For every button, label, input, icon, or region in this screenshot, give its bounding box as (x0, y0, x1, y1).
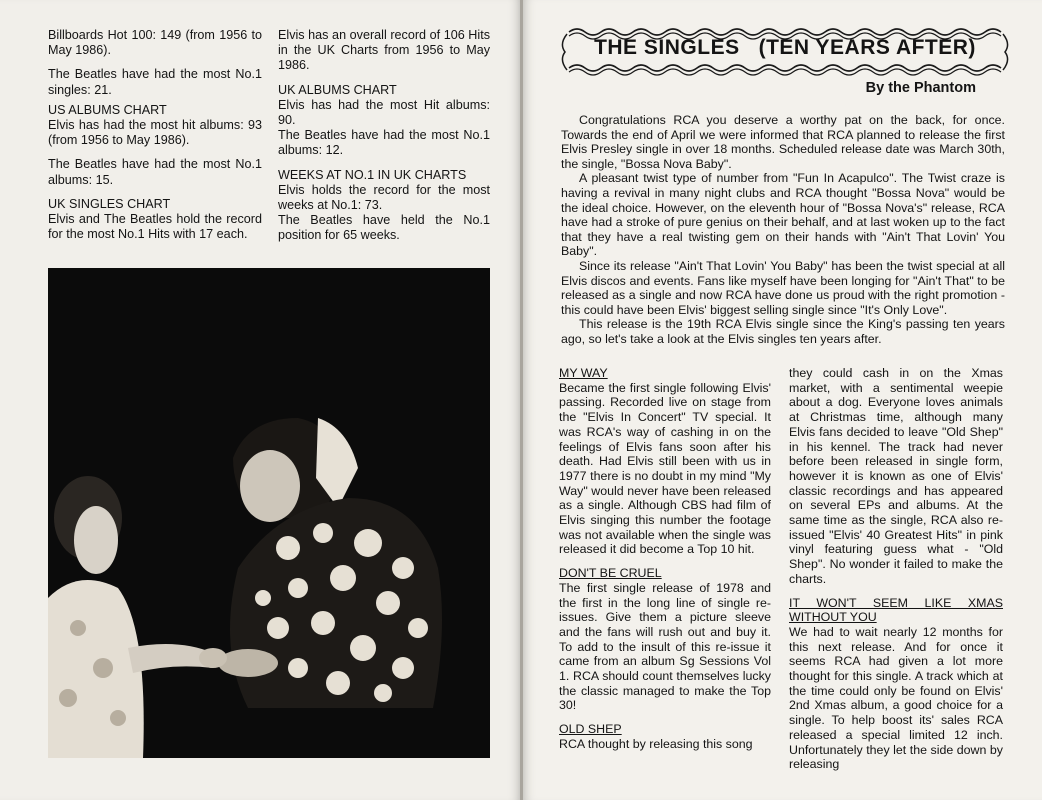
stat-text: The Beatles have had the most No.1 albums: 12. (278, 128, 490, 158)
section-text: Became the first single following Elvis' passing. Recorded live on stage from the "Elvis In Concert" TV special. It was RCA's way of cashing in on the feelings of Elvis fans soon after his death. Had Elvis still been with us in 1977 there is no doubt in my mind "My Way" would never have been released as a single. Although CBS had film of Elvis singing this number the footage was not available when the single was released it did become a Top 10 hit. (559, 380, 771, 557)
intro-paragraph: Congratulations RCA you deserve a worthy pat on the back, for once. Towards the end of April we were informed that RCA planned to release the first Elvis Presley single in over 18 months. Scheduled release date was March 30th, the single, "Bossa Nova Baby". (561, 113, 1005, 171)
intro-text (561, 113, 1005, 347)
byline: By the Phantom (865, 80, 976, 96)
stat-text: Elvis has an overall record of 106 Hits in the UK Charts from 1956 to May 1986. (278, 28, 490, 73)
section-heading: US ALBUMS CHART (48, 102, 167, 117)
stat-text: Elvis and The Beatles hold the record for the most No.1 Hits with 17 each. (48, 212, 262, 242)
elvis-photo (48, 268, 490, 758)
intro-paragraph: This release is the 19th RCA Elvis single since the King's passing ten years ago, so let's take a look at the Elvis singles ten years after. (561, 317, 1005, 346)
stat-text: Billboards Hot 100: 149 (from 1956 to May 1986). (48, 28, 262, 58)
left-column-2 (278, 28, 490, 244)
photo-illustration (48, 268, 490, 758)
stat-text: The Beatles have had the most No.1 singles: 21. (48, 67, 262, 97)
section-heading-dont-be-cruel: DON'T BE CRUEL (559, 566, 662, 581)
section-text: We had to wait nearly 12 months for this next release. And for once it seems RCA had given a lot more thought for this single. A track which at the time could only be found on Elvis' 2nd Xmas album, a good choice for a single. To help boost its' sales RCA released a special limited 12 inch. Unfortunately they let the side down by releasing (789, 624, 1003, 772)
article-title: THE SINGLES (TEN YEARS AFTER) (594, 36, 976, 59)
section-text: RCA thought by releasing this song (559, 736, 753, 751)
section-heading-old-shep: OLD SHEP (559, 722, 622, 737)
section-heading: UK ALBUMS CHART (278, 82, 397, 97)
right-column-2 (789, 366, 1003, 772)
left-column-1 (48, 28, 262, 242)
intro-paragraph: Since its release "Ain't That Lovin' You Baby" has been the twist special at all Elvis discos and events. Fans like myself have been longing for "Ain't That" to be released as a single and now RCA have done us proud with the right promotion - this could have been Elvis' biggest selling single since "It's Only Love". (561, 258, 1005, 317)
title-banner (559, 24, 1011, 78)
section-heading: UK SINGLES CHART (48, 196, 171, 211)
stat-text: Elvis has had the most Hit albums: 90. (278, 97, 490, 128)
section-text: The first single release of 1978 and the first in the long line of single re-issues. Give them a picture sleeve and the fans will rush out and buy it. To add to the insult of this re-issue it came from an album Sg Sessions Vol 1. RCA should count themselves lucky the classic managed to make the Top 30! (559, 580, 771, 713)
intro-paragraph: A pleasant twist type of number from "Fun In Acapulco". The Twist craze is having a revival in many night clubs and RCA thought "Bossa Nova" would be the ideal choice. However, on the eleventh hour of "Bossa Nova's" release, RCA have had a stroke of pure genius on their behalf, and at last woken up to the fact that they have a real twisting gem on their hands with "Ain't That Lovin' You Baby". (561, 171, 1005, 259)
stat-text: The Beatles have held the No.1 position for 65 weeks. (278, 213, 490, 243)
section-heading: WEEKS AT NO.1 IN UK CHARTS (278, 167, 467, 182)
right-column-1 (559, 366, 771, 752)
section-heading-xmas: IT WON'T SEEM LIKE XMAS WITHOUT YOU (789, 595, 1003, 625)
right-page (523, 0, 1042, 800)
stat-text: The Beatles have had the most No.1 albums: 15. (48, 157, 262, 187)
stat-text: Elvis has had the most hit albums: 93 (from 1956 to May 1986). (48, 118, 262, 148)
section-heading-my-way: MY WAY (559, 366, 608, 380)
section-text: they could cash in on the Xmas market, with a sentimental weepie about a dog. Everyone loves animals at Christmas time, although many Elvis fans decided to leave "Old Shep" in his kennel. The track had never before been released in single form, however it is known as one of Elvis' classic recordings and has appeared on several EPs and albums. At the same time as the single, RCA also re-issued "Elvis' 40 Greatest Hits" in pink vinyl featuring guess what - "Old Shep". No wonder it failed to make the charts. (789, 366, 1003, 586)
stat-text: Elvis holds the record for the most weeks at No.1: 73. (278, 182, 490, 213)
